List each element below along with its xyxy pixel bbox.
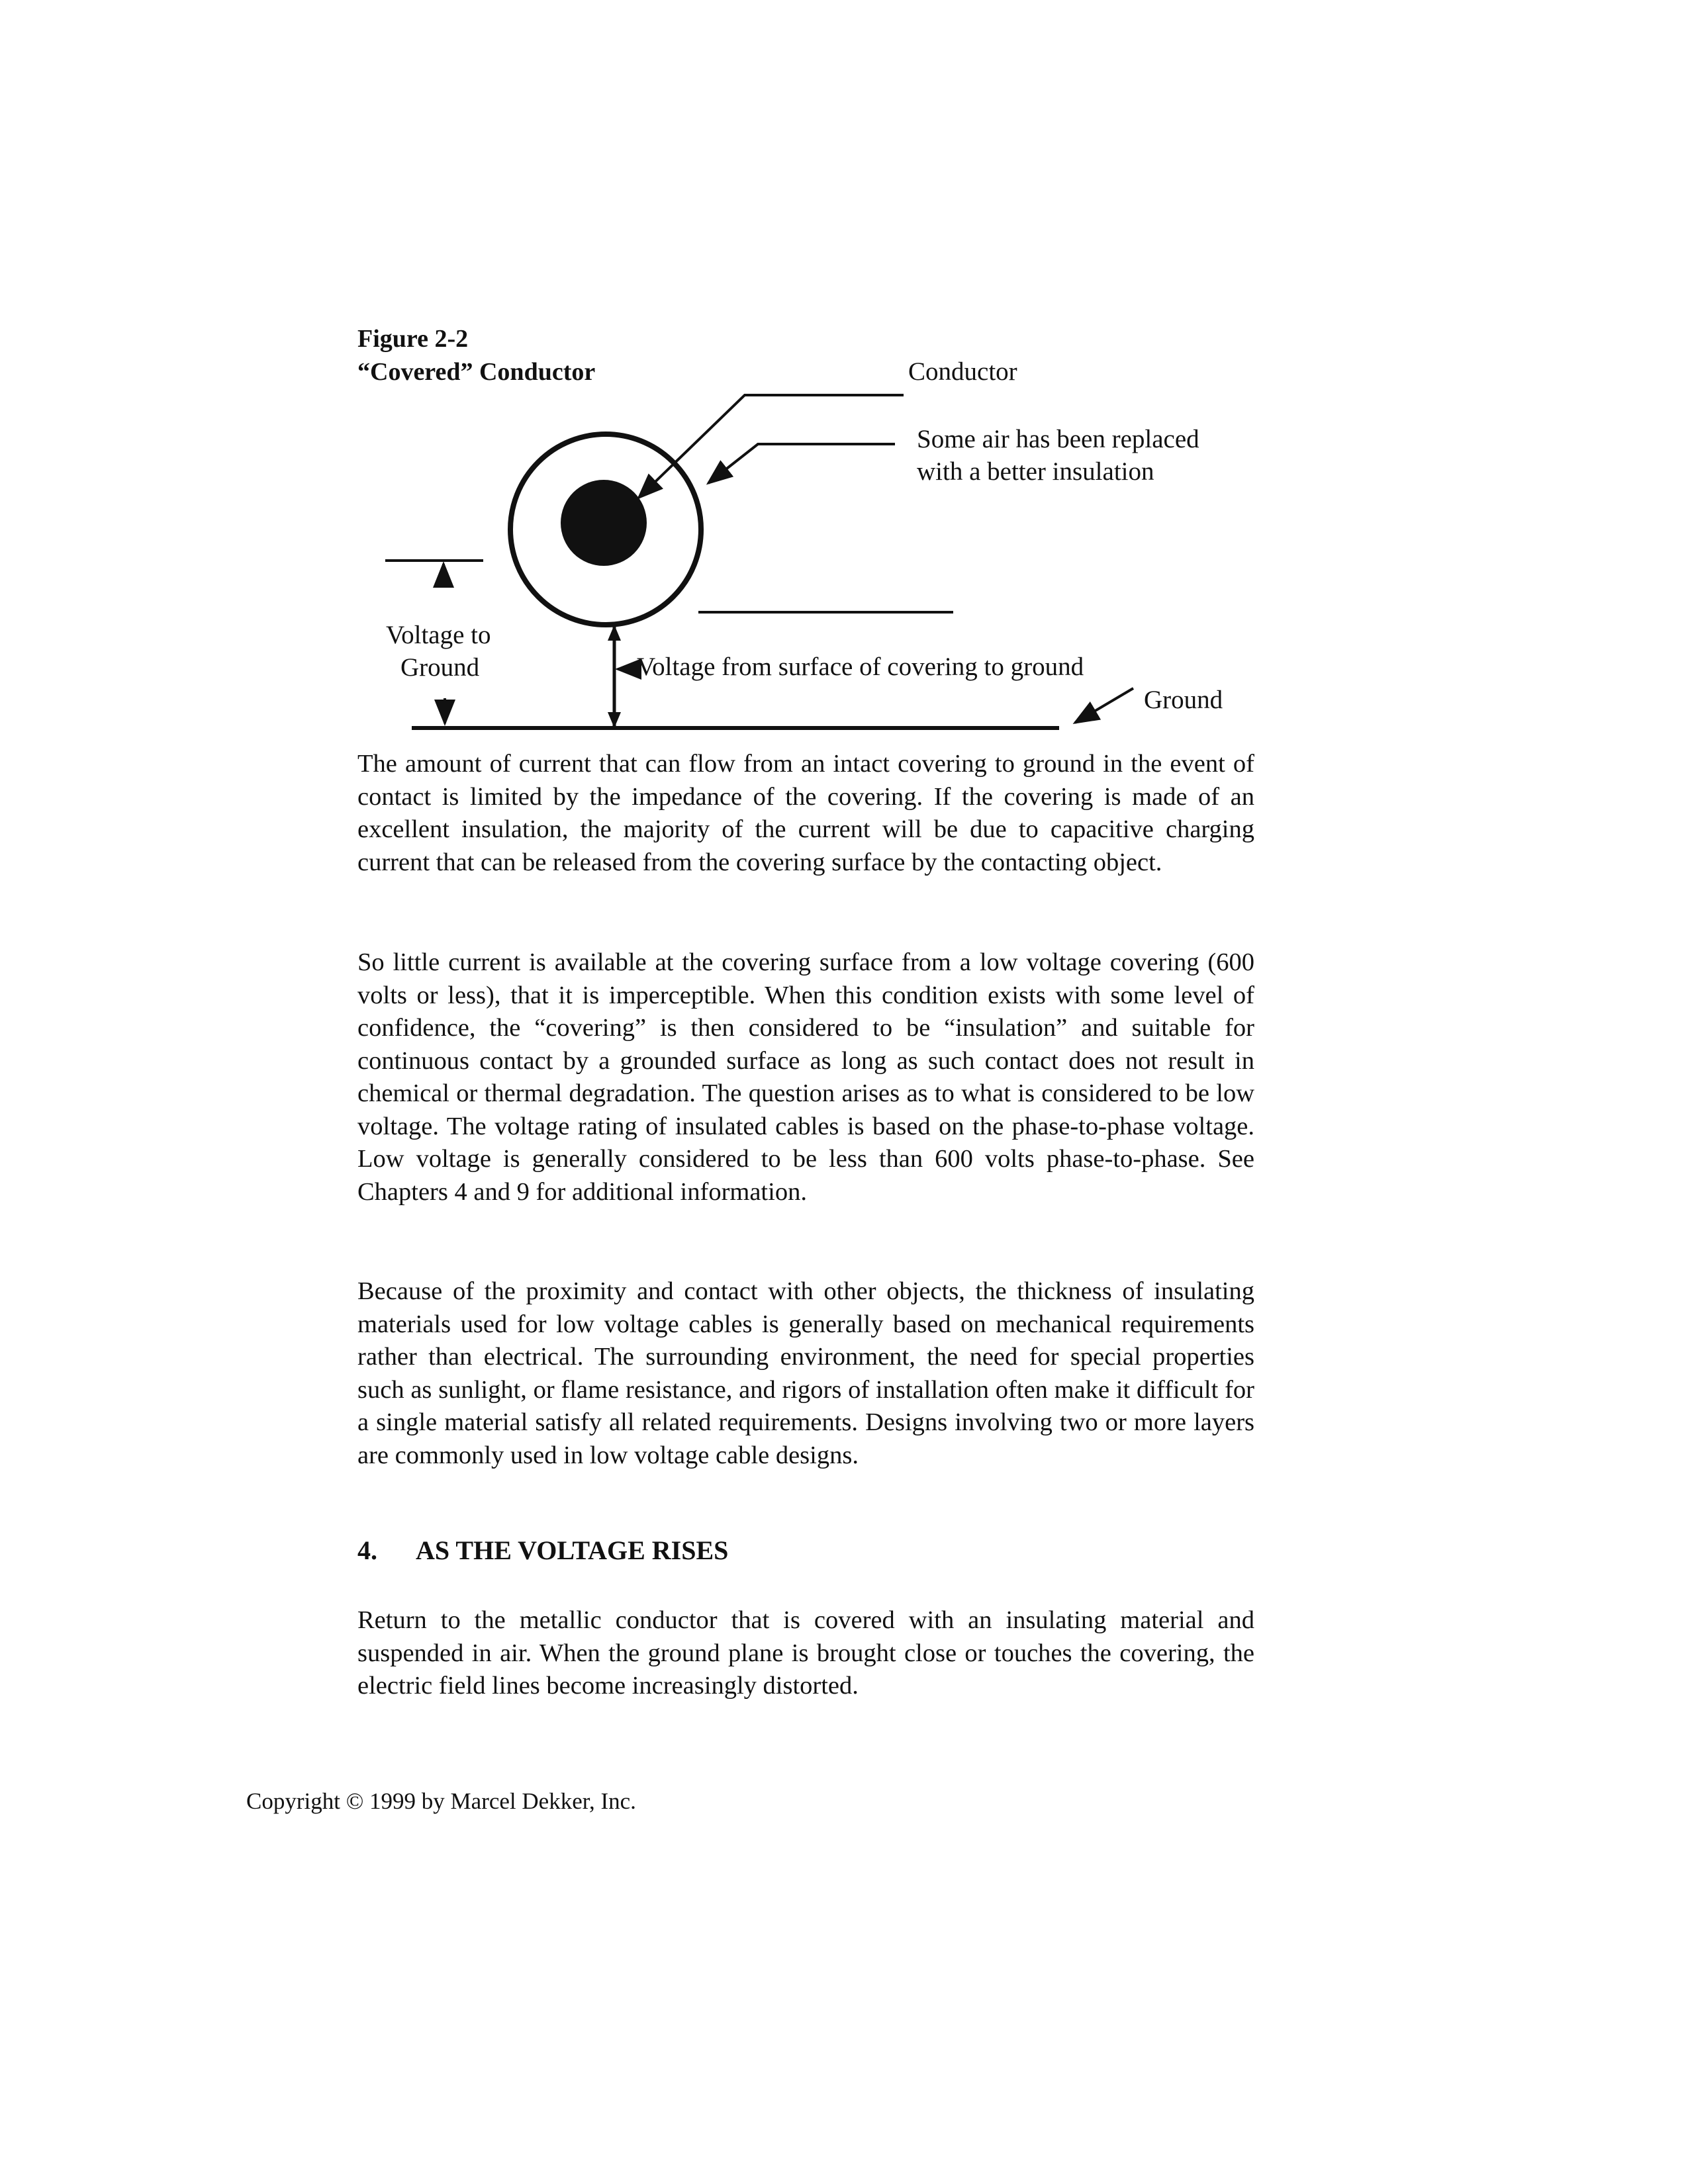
copyright-footer: Copyright © 1999 by Marcel Dekker, Inc. <box>246 1788 636 1814</box>
surface-voltage-bottom-arrowhead <box>608 712 621 728</box>
covered-conductor-diagram <box>0 0 1688 748</box>
paragraph-3: Because of the proximity and contact with other objects, the thickness of insulating materials used for low voltage cables is generally based on mechanical requirements rather than electrical. The surrounding environment, the need for special properties such as sunlight, or flame resistance, and rigors of installation often make it difficult for a single material satisfy all related requirements. Designs involving two or more layers are commonly used in low voltage cable designs. <box>357 1277 1254 1469</box>
conductor-leader-line <box>639 395 904 498</box>
paragraph-1: The amount of current that can flow from an intact covering to ground in the event of contact is limited by the impedance of the covering. If the covering is made of an excellent insulation, the majority of the current will be due to capacitive charging current that can be released from the covering surface by the contacting object. <box>357 750 1254 876</box>
section-paragraph: Return to the metallic conductor that is covered with an insulating material and suspended in air. When the ground plane is brought close or touches the covering, the electric field lines become increasingly distorted. <box>357 1606 1254 1700</box>
figure-number: Figure 2-2 <box>357 325 469 353</box>
paragraph-2: So little current is available at the covering surface from a low voltage covering (600 volts or less), that it is imperceptible. When this condition exists with some level of confidence, the “covering” is then considered to be “insulation” and suitable for continuous contact by a grounded surface as long as such contact does not result in chemical or thermal degradation. The question arises as to what is considered to be low voltage. The voltage rating of insulated cables is based on the phase-to-phase voltage. Low voltage is generally considered to be less than 600 volts phase-to-phase. See Chapters 4 and 9 for additional information. <box>357 948 1254 1206</box>
figure-title: “Covered” Conductor <box>357 358 596 386</box>
section-number: 4. <box>357 1535 377 1565</box>
insulation-label-line1: Some air has been replaced <box>917 425 1199 453</box>
ground-leader-line <box>1075 688 1133 723</box>
conductor-core <box>561 480 647 566</box>
surface-voltage-label: Voltage from surface of covering to ground <box>637 653 1084 681</box>
conductor-label: Conductor <box>908 357 1017 386</box>
ground-label: Ground <box>1144 686 1223 714</box>
section-heading <box>357 1534 728 1567</box>
insulation-label-line2: with a better insulation <box>917 457 1154 486</box>
section-title: AS THE VOLTAGE RISES <box>416 1535 729 1565</box>
insulation-leader-line <box>708 444 895 483</box>
voltage-to-ground-label-line2: Ground <box>400 653 480 682</box>
voltage-to-ground-label-line1: Voltage to <box>386 621 491 649</box>
